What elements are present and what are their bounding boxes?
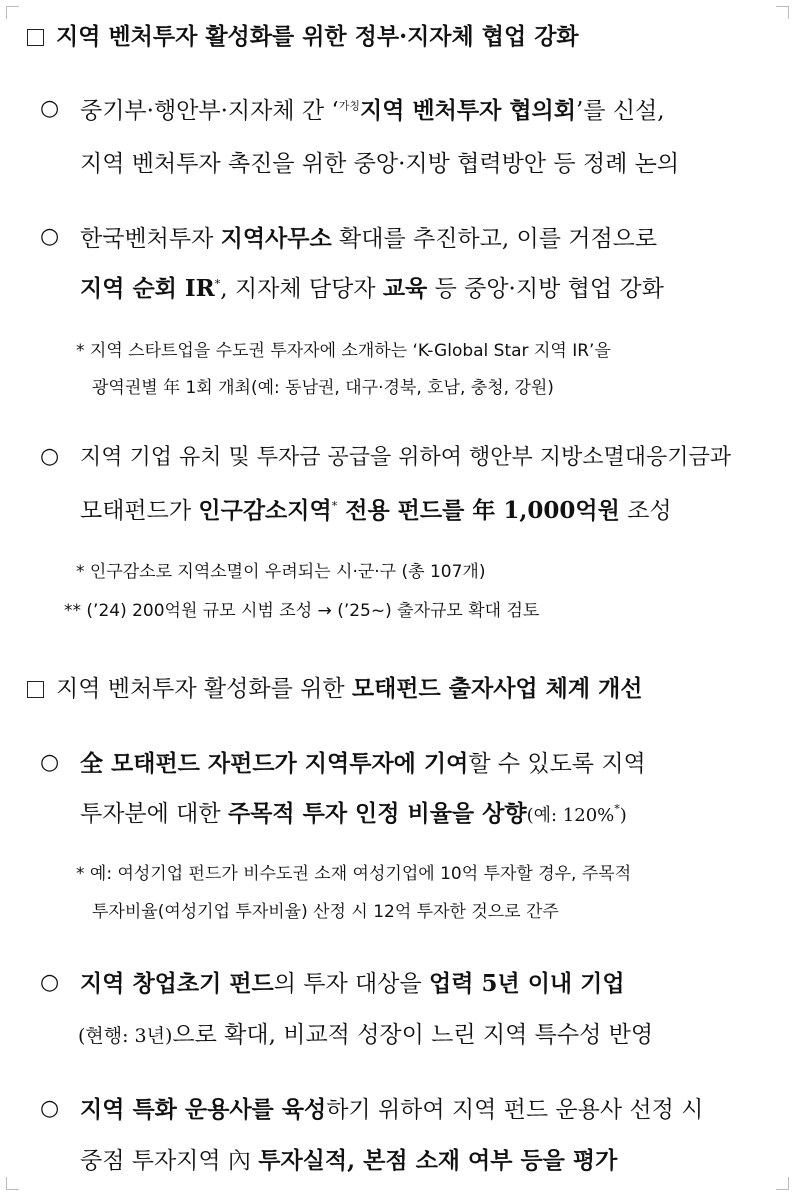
paragraph-line <box>80 492 672 525</box>
text: 조성 <box>619 498 672 524</box>
text: 지역 벤처투자 활성화를 위한 <box>56 676 352 702</box>
paragraph-line <box>80 1142 617 1175</box>
paragraph-line <box>80 270 664 303</box>
text: 하기 위하여 지역 펀드 운용사 선정 시 <box>326 1097 704 1123</box>
bullet-circle-icon: ○ <box>40 444 60 469</box>
bold-text: 지역 순회 IR <box>80 275 215 302</box>
bold-text: 전용 펀드를 年 1,000억원 <box>337 497 620 524</box>
footnote: * 지역 스타트업을 수도권 투자자에 소개하는 ‘K-Global Star 지역 IR’을 <box>76 341 611 361</box>
text: (현행: 3년) <box>78 1025 173 1047</box>
section2-heading <box>27 670 643 703</box>
section1-heading-text: 지역 벤처투자 활성화를 위한 정부·지자체 협업 강화 <box>56 23 579 50</box>
text: 한국벤처투자 <box>80 226 221 252</box>
checkbox-square-icon <box>27 681 44 698</box>
section1-heading <box>27 18 579 51</box>
bullet-circle-icon: ○ <box>40 96 60 121</box>
page-corner-mark <box>776 6 789 19</box>
checkbox-square-icon <box>27 29 44 46</box>
text: ) <box>619 805 627 826</box>
superscript: 가칭 <box>338 99 361 113</box>
bold-text: 교육 <box>382 275 428 302</box>
footnote: ** (’24) 200억원 규모 시범 조성 → (’25~) 출자규모 확대 검토 <box>64 601 540 621</box>
text: 모태펀드가 <box>80 498 199 524</box>
text: 할 수 있도록 지역 <box>468 751 646 777</box>
bullet-circle-icon: ○ <box>40 750 60 775</box>
text: 으로 확대, 비교적 성장이 느린 지역 특수성 반영 <box>172 1022 654 1048</box>
bold-text: 지역 창업초기 펀드 <box>80 970 274 997</box>
paragraph-line <box>80 1091 703 1124</box>
bold-text: 全 모태펀드 자펀드가 지역투자에 기여 <box>80 750 469 777</box>
page-corner-mark <box>776 1177 789 1190</box>
paragraph-line <box>80 795 627 828</box>
bold-text: 지역 특화 운용사를 육성 <box>80 1096 327 1123</box>
paragraph-line <box>80 92 665 125</box>
bold-text: 투자실적, 본점 소재 여부 등을 평가 <box>258 1147 618 1174</box>
text: (예: 120% <box>526 805 615 826</box>
bullet-circle-icon: ○ <box>40 1096 60 1121</box>
text: 중기부·행안부·지자체 간 ‘ <box>80 98 339 124</box>
bold-text: 모태펀드 출자사업 체계 개선 <box>351 675 643 702</box>
bold-text: 지역사무소 <box>220 225 332 252</box>
text: 등 중앙·지방 협업 강화 <box>427 276 664 302</box>
footnote: * 예: 여성기업 펀드가 비수도권 소재 여성기업에 10억 투자할 경우, 주목적 <box>76 864 632 884</box>
footnote: * 인구감소로 지역소멸이 우려되는 시·군·구 (총 107개) <box>76 562 486 582</box>
text: , 지자체 담당자 <box>220 276 383 302</box>
paragraph-line <box>78 1016 653 1049</box>
paragraph-line <box>80 220 657 253</box>
text: 투자분에 대한 <box>80 801 228 827</box>
paragraph-line <box>80 965 625 998</box>
footnote: 투자비율(여성기업 투자비율) 산정 시 12억 투자한 것으로 간주 <box>92 902 559 922</box>
bold-text: 주목적 투자 인정 비율을 상향 <box>227 800 527 827</box>
paragraph-line <box>80 745 646 778</box>
bold-text: 인구감소지역 <box>198 497 332 524</box>
text: ’를 신설, <box>576 98 665 124</box>
superscript: * <box>614 802 620 816</box>
text: 중점 투자지역 內 <box>80 1148 259 1174</box>
bullet-circle-icon: ○ <box>40 970 60 995</box>
paragraph-line: 지역 벤처투자 촉진을 위한 중앙·지방 협력방안 등 정례 논의 <box>80 151 680 177</box>
page-corner-mark <box>6 1177 19 1190</box>
page-corner-mark <box>6 6 19 19</box>
text: 의 투자 대상을 <box>273 971 430 997</box>
bold-text: 지역 벤처투자 협의회 <box>360 97 576 124</box>
paragraph-line: 지역 기업 유치 및 투자금 공급을 위하여 행안부 지방소멸대응기금과 <box>80 445 732 470</box>
superscript: * <box>214 277 221 291</box>
superscript: * <box>331 499 338 513</box>
bold-text: 업력 5년 이내 기업 <box>429 970 625 997</box>
footnote: 광역권별 年 1회 개최(예: 동남권, 대구·경북, 호남, 충청, 강원) <box>92 378 554 398</box>
text: 확대를 추진하고, 이를 거점으로 <box>331 226 658 252</box>
bullet-circle-icon: ○ <box>40 224 60 249</box>
